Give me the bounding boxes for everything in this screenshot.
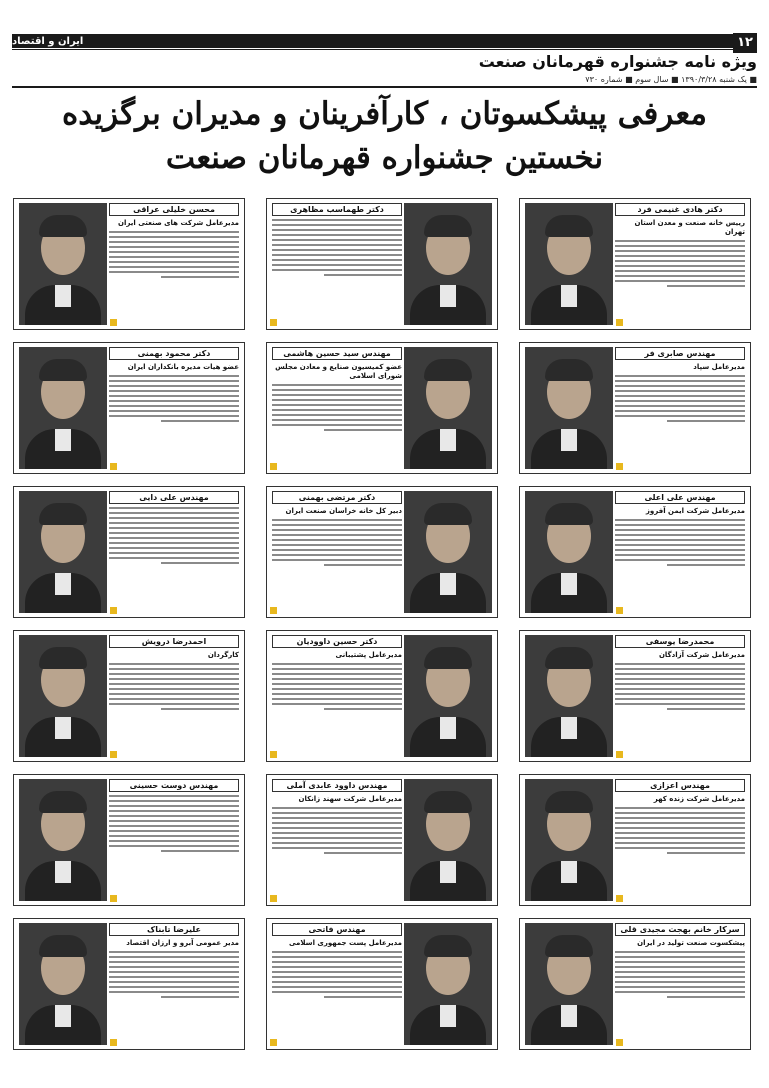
- end-mark-icon: [110, 751, 117, 758]
- profile-name: دکتر محمود بهمنی: [109, 347, 239, 360]
- profile-card: [266, 198, 498, 330]
- profile-body-text: [109, 375, 239, 422]
- profile-text: [109, 347, 239, 467]
- section-title: ویژه نامه جشنواره قهرمانان صنعت: [478, 52, 757, 71]
- profile-text: [272, 203, 402, 323]
- profile-text: [615, 923, 745, 1043]
- end-mark-icon: [270, 751, 277, 758]
- profile-text: [109, 923, 239, 1043]
- divider: [12, 86, 757, 88]
- profile-body-text: [109, 795, 239, 852]
- end-mark-icon: [270, 607, 277, 614]
- profile-role: مدیر عمومی آبرو و ارزان اقتصاد: [126, 939, 239, 947]
- profile-role: مدیرعامل پست جمهوری اسلامی: [288, 939, 402, 947]
- profile-name: مهندس اعزازی: [615, 779, 745, 792]
- profile-role: رییس خانه صنعت و معدن استان تهران: [634, 219, 745, 236]
- paper-logo: ایران و اقتصاد: [12, 36, 84, 47]
- profile-name: دکتر هادی غنیمی فرد: [615, 203, 745, 216]
- profile-body-text: [272, 663, 402, 710]
- profile-role: پیشکسوت صنعت تولید در ایران: [637, 939, 745, 947]
- profile-text: [272, 635, 402, 755]
- profile-body-text: [109, 663, 239, 710]
- profile-name: مهندس دوست حسینی: [109, 779, 239, 792]
- profile-name: دکتر حسین داوودیان: [272, 635, 402, 648]
- profile-name: سرکار خانم بهجت مجیدی قلی: [615, 923, 745, 936]
- profile-text: [272, 923, 402, 1043]
- end-mark-icon: [270, 1039, 277, 1046]
- profile-card: [13, 630, 245, 762]
- profile-card: [266, 774, 498, 906]
- profile-role: مدیرعامل شرکت زنده کهر: [653, 795, 745, 803]
- profile-body-text: [272, 384, 402, 431]
- portrait-photo: [404, 491, 492, 613]
- portrait-photo: [525, 347, 613, 469]
- end-mark-icon: [110, 895, 117, 902]
- profile-card: [13, 198, 245, 330]
- profile-role: کارگردان: [207, 651, 239, 659]
- headline-line-1: معرفی پیشکسوتان ، کارآفرینان و مدیران برگزیده: [62, 96, 707, 132]
- portrait-photo: [19, 491, 107, 613]
- end-mark-icon: [616, 1039, 623, 1046]
- profile-role: مدیرعامل شرکت ایمن آفروز: [645, 507, 745, 515]
- end-mark-icon: [110, 463, 117, 470]
- portrait-photo: [404, 347, 492, 469]
- profile-role: عضو هیات مدیره بانکداران ایران: [127, 363, 239, 371]
- portrait-photo: [525, 491, 613, 613]
- profile-role: مدیرعامل شرکت سهند زانکان: [298, 795, 402, 803]
- profile-name: محمدرضا یوسفی: [615, 635, 745, 648]
- profile-body-text: [272, 519, 402, 566]
- end-mark-icon: [616, 463, 623, 470]
- profile-card: [519, 630, 751, 762]
- profile-role: مدیرعامل سپاد: [693, 363, 745, 371]
- profile-body-text: [615, 240, 745, 287]
- header-bar: [12, 34, 736, 48]
- end-mark-icon: [110, 319, 117, 326]
- end-mark-icon: [616, 751, 623, 758]
- portrait-photo: [404, 779, 492, 901]
- end-mark-icon: [270, 895, 277, 902]
- profile-body-text: [615, 807, 745, 854]
- profile-body-text: [615, 663, 745, 710]
- profile-body-text: [272, 807, 402, 854]
- portrait-photo: [19, 635, 107, 757]
- end-mark-icon: [110, 607, 117, 614]
- profile-card: [519, 198, 751, 330]
- profile-card: [13, 774, 245, 906]
- profile-name: مهندس داوود عابدی آملی: [272, 779, 402, 792]
- end-mark-icon: [616, 319, 623, 326]
- profile-text: [109, 203, 239, 323]
- end-mark-icon: [616, 895, 623, 902]
- profile-name: مهندس علی اعلی: [615, 491, 745, 504]
- profile-text: [615, 491, 745, 611]
- profile-card: [519, 342, 751, 474]
- profile-role: مدیرعامل شرکت آزادگان: [658, 651, 745, 659]
- profile-body-text: [272, 219, 402, 276]
- profile-text: [615, 203, 745, 323]
- profile-card: [519, 918, 751, 1050]
- profile-card: [266, 918, 498, 1050]
- profile-card: [13, 342, 245, 474]
- profile-body-text: [272, 951, 402, 998]
- portrait-photo: [525, 923, 613, 1045]
- profile-card: [519, 774, 751, 906]
- profile-text: [272, 779, 402, 899]
- portrait-photo: [19, 203, 107, 325]
- profile-body-text: [615, 951, 745, 998]
- profile-role: عضو کمیسیون صنایع و معادن مجلس شورای اسلامی: [275, 363, 402, 380]
- page-headline: [20, 92, 749, 180]
- portrait-photo: [19, 923, 107, 1045]
- profile-text: [272, 347, 402, 467]
- profile-card: [13, 918, 245, 1050]
- profile-name: احمدرضا درویش: [109, 635, 239, 648]
- profile-card: [266, 486, 498, 618]
- profile-name: مهندس صابری فر: [615, 347, 745, 360]
- portrait-photo: [525, 203, 613, 325]
- profile-name: مهندس علی دایی: [109, 491, 239, 504]
- profile-card: [519, 486, 751, 618]
- portrait-photo: [19, 347, 107, 469]
- portrait-photo: [404, 923, 492, 1045]
- end-mark-icon: [270, 463, 277, 470]
- headline-line-2: نخستین جشنواره قهرمانان صنعت: [165, 140, 604, 176]
- profile-body-text: [109, 951, 239, 998]
- end-mark-icon: [270, 319, 277, 326]
- profile-body-text: [615, 519, 745, 566]
- profile-text: [109, 635, 239, 755]
- profile-role: مدیرعامل پشتیبانی: [335, 651, 402, 659]
- profile-name: دکتر طهماسب مظاهری: [272, 203, 402, 216]
- profile-text: [272, 491, 402, 611]
- profile-card: [266, 630, 498, 762]
- end-mark-icon: [616, 607, 623, 614]
- portrait-photo: [404, 635, 492, 757]
- profile-text: [109, 491, 239, 611]
- profile-name: محسن خلیلی عراقی: [109, 203, 239, 216]
- portrait-photo: [404, 203, 492, 325]
- profile-card: [13, 486, 245, 618]
- end-mark-icon: [110, 1039, 117, 1046]
- profile-name: علیرضا تابناک: [109, 923, 239, 936]
- portrait-photo: [19, 779, 107, 901]
- dateline: ■ یک شنبه ۱۳۹۰/۳/۲۸ ■ سال سوم ■ شماره ۷۳۰: [585, 75, 757, 84]
- profile-role: دبیر کل خانه خراسان صنعت ایران: [285, 507, 402, 515]
- profile-text: [615, 635, 745, 755]
- profile-name: مهندس سید حسین هاشمی: [272, 347, 402, 360]
- profile-card: [266, 342, 498, 474]
- portrait-photo: [525, 635, 613, 757]
- profile-body-text: [109, 507, 239, 564]
- profile-text: [615, 347, 745, 467]
- profile-text: [615, 779, 745, 899]
- profile-name: دکتر مرتضی بهمنی: [272, 491, 402, 504]
- portrait-photo: [525, 779, 613, 901]
- page-number: ۱۲: [733, 33, 757, 53]
- profile-body-text: [109, 231, 239, 278]
- profile-role: مدیرعامل شرکت های صنعتی ایران: [118, 219, 239, 227]
- profile-name: مهندس فاتحی: [272, 923, 402, 936]
- profile-body-text: [615, 375, 745, 422]
- profile-text: [109, 779, 239, 899]
